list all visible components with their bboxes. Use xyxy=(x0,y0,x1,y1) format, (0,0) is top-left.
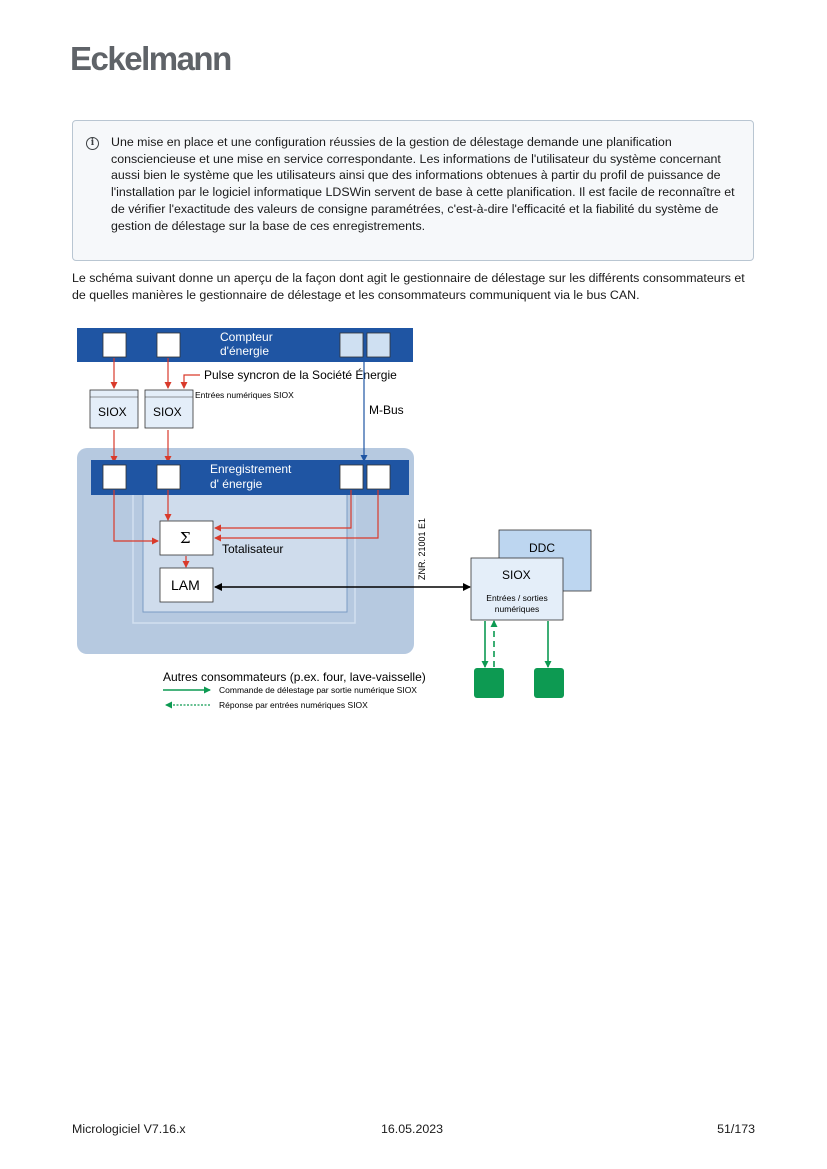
meter-output-1 xyxy=(340,333,363,357)
meter-input-1 xyxy=(103,333,126,357)
company-logo: Eckelmann xyxy=(70,40,231,77)
totalizer-label: Totalisateur xyxy=(222,542,284,556)
siox-io-line-1: Entrées / sorties xyxy=(486,593,548,603)
meter-output-2 xyxy=(367,333,390,357)
info-icon: i xyxy=(86,137,99,150)
meter-input-2 xyxy=(157,333,180,357)
ddc-label: DDC xyxy=(529,541,555,555)
recording-label-1: Enregistrement xyxy=(210,462,292,476)
footer-date: 16.05.2023 xyxy=(381,1122,444,1136)
recording-output-2 xyxy=(367,465,390,489)
meter-label-1: Compteur xyxy=(220,330,273,344)
intro-paragraph: Le schéma suivant donne un aperçu de la façon dont agit le gestionnaire de délestage sur les différents consommateurs et de quelles manières le gestionnaire de délestage et les consommateurs communiquent via le bus CAN. xyxy=(72,271,745,302)
legend-command-label: Commande de délestage par sortie numérique SIOX xyxy=(219,685,417,695)
footer-product: Micrologiciel V7.16.x xyxy=(72,1122,186,1136)
drawing-number: ZNR. 21001 E1 xyxy=(417,517,427,580)
siox-right-label: SIOX xyxy=(153,405,182,419)
meter-label-2: d'énergie xyxy=(220,344,269,358)
siox-io-line-2: numériques xyxy=(494,604,540,614)
legend-response-label: Réponse par entrées numériques SIOX xyxy=(219,700,368,710)
recording-output-1 xyxy=(340,465,363,489)
pulse-sync-label: Pulse syncron de la Société Énergie xyxy=(204,368,397,382)
lam-label: LAM xyxy=(171,577,200,593)
info-note-text: Une mise en place et une configuration réussies de la gestion de délestage demande une planification consciencieuse et une mise en service correspondante. Les informations de l'utilisateur du système concernant aussi bien le système que les utilisateurs ainsi que des informations obtenues à partir du profil de puissance de l'installation par le logiciel informatique LDSWin servent de base à cette planification. Il est facile de reconnaître et de vérifier l'exactitude des valeurs de consigne paramétrées, c'est-à-dire l'efficacité et la fiabilité du système de gestion de délestage sur la base de ces enregistrements. xyxy=(111,135,735,233)
digital-inputs-label: Entrées numériques SIOX xyxy=(195,390,294,400)
sigma-symbol: Σ xyxy=(180,529,191,547)
consumer-2 xyxy=(534,668,564,698)
siox-io-label: SIOX xyxy=(502,568,531,582)
footer-page: 51/173 xyxy=(717,1122,755,1136)
siox-left-label: SIOX xyxy=(98,405,127,419)
consumer-1 xyxy=(474,668,504,698)
recording-input-2 xyxy=(157,465,180,489)
recording-input-1 xyxy=(103,465,126,489)
mbus-label: M-Bus xyxy=(369,403,404,417)
other-consumers-label: Autres consommateurs (p.ex. four, lave-vaisselle) xyxy=(163,670,426,684)
recording-label-2: d' énergie xyxy=(210,477,263,491)
